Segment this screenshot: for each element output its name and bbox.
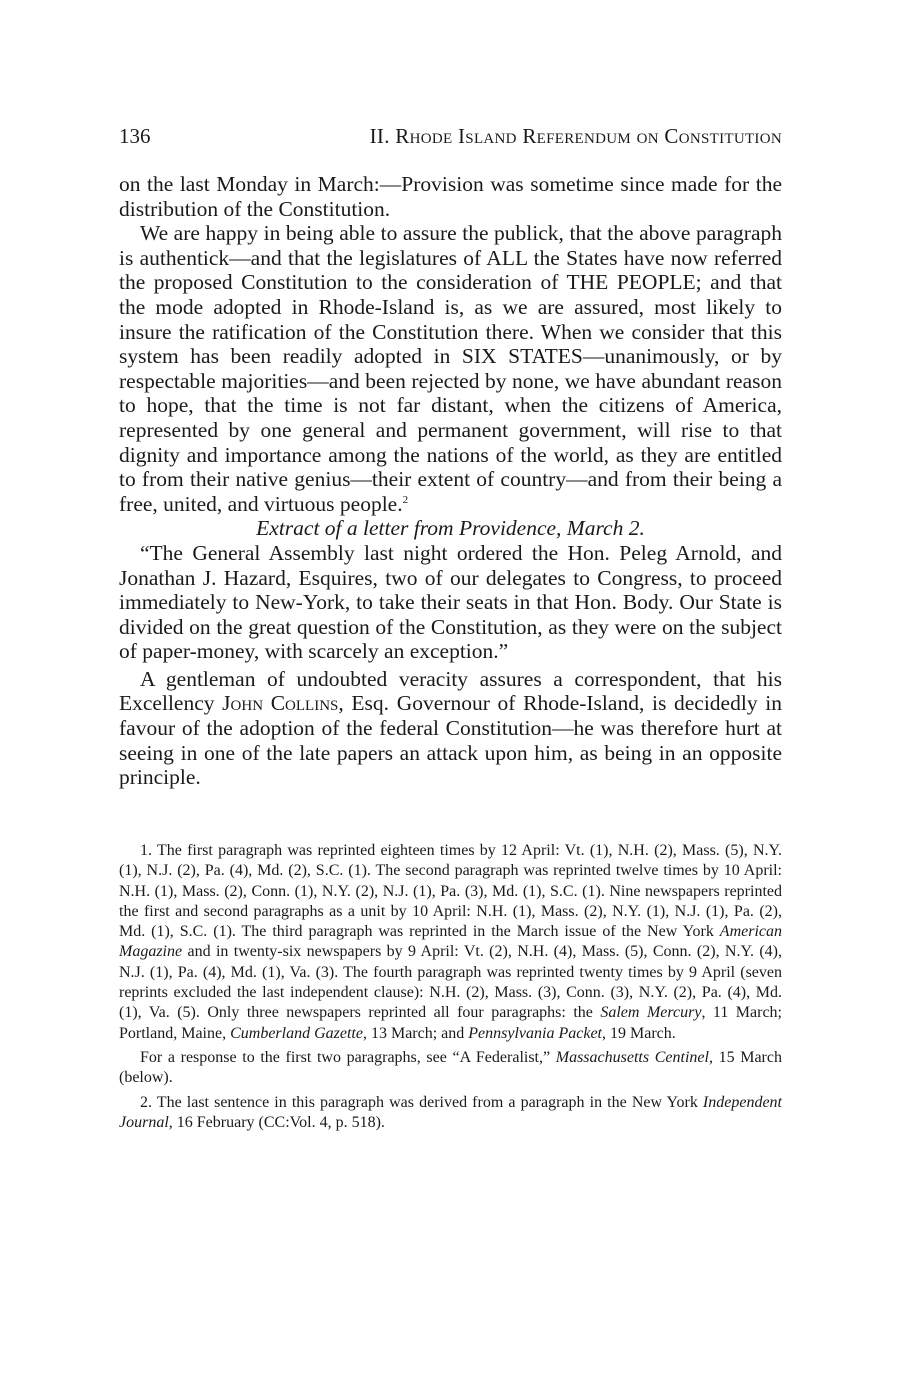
running-head: [119, 121, 782, 151]
footnote-ref: 2: [402, 493, 409, 506]
footnotes: [119, 841, 782, 1133]
paragraph-text: We are happy in being able to assure the publick, that the above paragraph is authentick—and that the legislatures of ALL the States have now referred the proposed Constitution to the consideration of THE PEOPLE; and that the mode adopted in Rhode-Island is, as we are assured, most likely to insure the ratification of the Constitution there. When we consider that this system has been readily adopted in SIX STATES—unanimously, or by respectable majorities—and been rejected by none, we have abundant reason to hope, that the time is not far distant, when the citizens of America, represented by one general and permanent government, will rise to that dignity and importance among the nations of the world, as they are entitled to from their native genius—their extent of country—and from their being a free, united, and virtuous people.: [119, 221, 782, 516]
paragraph-text: “The General Assembly last night ordered the Hon. Peleg Arnold, and Jonathan J. Hazard, Esquires, two of our delegates to Congress, to proceed immediately to New-York, to take their seats in that Hon. Body. Our State is divided on the great question of the Constitution, as they were on the subject of paper-money, with scarcely an exception.”: [119, 540, 782, 664]
footnote-text: , 19 March.: [602, 1024, 676, 1042]
paragraph-text: A gentleman of undoubted veracity assures a correspondent, that his Excellency: [119, 666, 782, 716]
periodical-title: Pennsylvania Packet: [468, 1024, 602, 1042]
footnote-text: For a response to the first two paragraphs, see “A Federalist,”: [140, 1048, 556, 1066]
paragraph-gentleman: [119, 667, 782, 790]
paragraph-text: , Esq. Governour of Rhode-Island, is decidedly in favour of the adoption of the federal Constitution—he was therefore hurt at seeing in one of the late papers an attack upon him, as being in an opposite principle.: [119, 691, 782, 790]
footnote-text: , 15 March (below).: [119, 1048, 782, 1087]
governor-name: John Collins: [222, 691, 339, 716]
footnote-text: and in twenty-six newspapers by 9 April: Vt. (2), N.H. (4), Mass. (5), Conn. (2), N.Y. (4), N.J. (1), Pa. (4), Md. (1), Va. (3). The fourth paragraph was reprinted twenty times by 9 April (seven reprints excluded the last independent clause): N.H. (2), Mass. (3), Conn. (3), N.Y. (2), Pa. (4), Md. (1), Va. (5). Only three newspapers reprinted all four paragraphs: the: [119, 943, 782, 1022]
periodical-title: American Magazine: [119, 923, 782, 961]
footnote-text: 2. The last sentence in this paragraph was derived from a paragraph in the New York: [140, 1093, 703, 1111]
running-title: II. Rhode Island Referendum on Constitution: [369, 124, 782, 148]
periodical-title: Salem Mercury: [600, 1004, 702, 1022]
main-text: [119, 172, 782, 790]
footnote-2: [119, 1093, 782, 1134]
periodical-title: Massachusetts Centinel: [555, 1048, 709, 1066]
footnote-text: 1. The first paragraph was reprinted eighteen times by 12 April: Vt. (1), N.H. (2), Mass. (5), N.Y. (1), N.J. (2), Pa. (4), Md. (2), S.C. (1). The second paragraph was reprinted twelve times by 10 April: N.H. (1), Mass. (2), Conn. (1), N.Y. (2), N.J. (1), Pa. (3), Md. (1), S.C. (1). Nine newspapers reprinted the first and second paragraphs as a unit by 10 April: N.H. (1), Mass. (2), N.Y. (1), N.J. (1), Pa. (2), Md. (1), S.C. (1). The third paragraph was reprinted in the March issue of the New York: [119, 842, 782, 941]
extract-heading: Extract of a letter from Providence, March 2.: [256, 516, 645, 541]
paragraph-publick: [119, 221, 782, 516]
paragraph-continued: [119, 172, 782, 221]
paragraph-letter: [119, 541, 782, 664]
paragraph-text: on the last Monday in March:—Provision was sometime since made for the distribution of the Constitution.: [119, 172, 782, 221]
periodical-title: Independent Journal: [119, 1093, 782, 1131]
page-number: 136: [119, 124, 151, 148]
footnote-text: , 16 February (CC:Vol. 4, p. 518).: [168, 1113, 385, 1131]
footnote-1: [119, 841, 782, 1044]
periodical-title: Cumberland Gazette: [230, 1024, 363, 1042]
footnote-1-continued: [119, 1048, 782, 1089]
footnote-text: , 13 March; and: [362, 1024, 469, 1042]
footnote-text: , 11 March; Portland, Maine,: [119, 1004, 783, 1042]
